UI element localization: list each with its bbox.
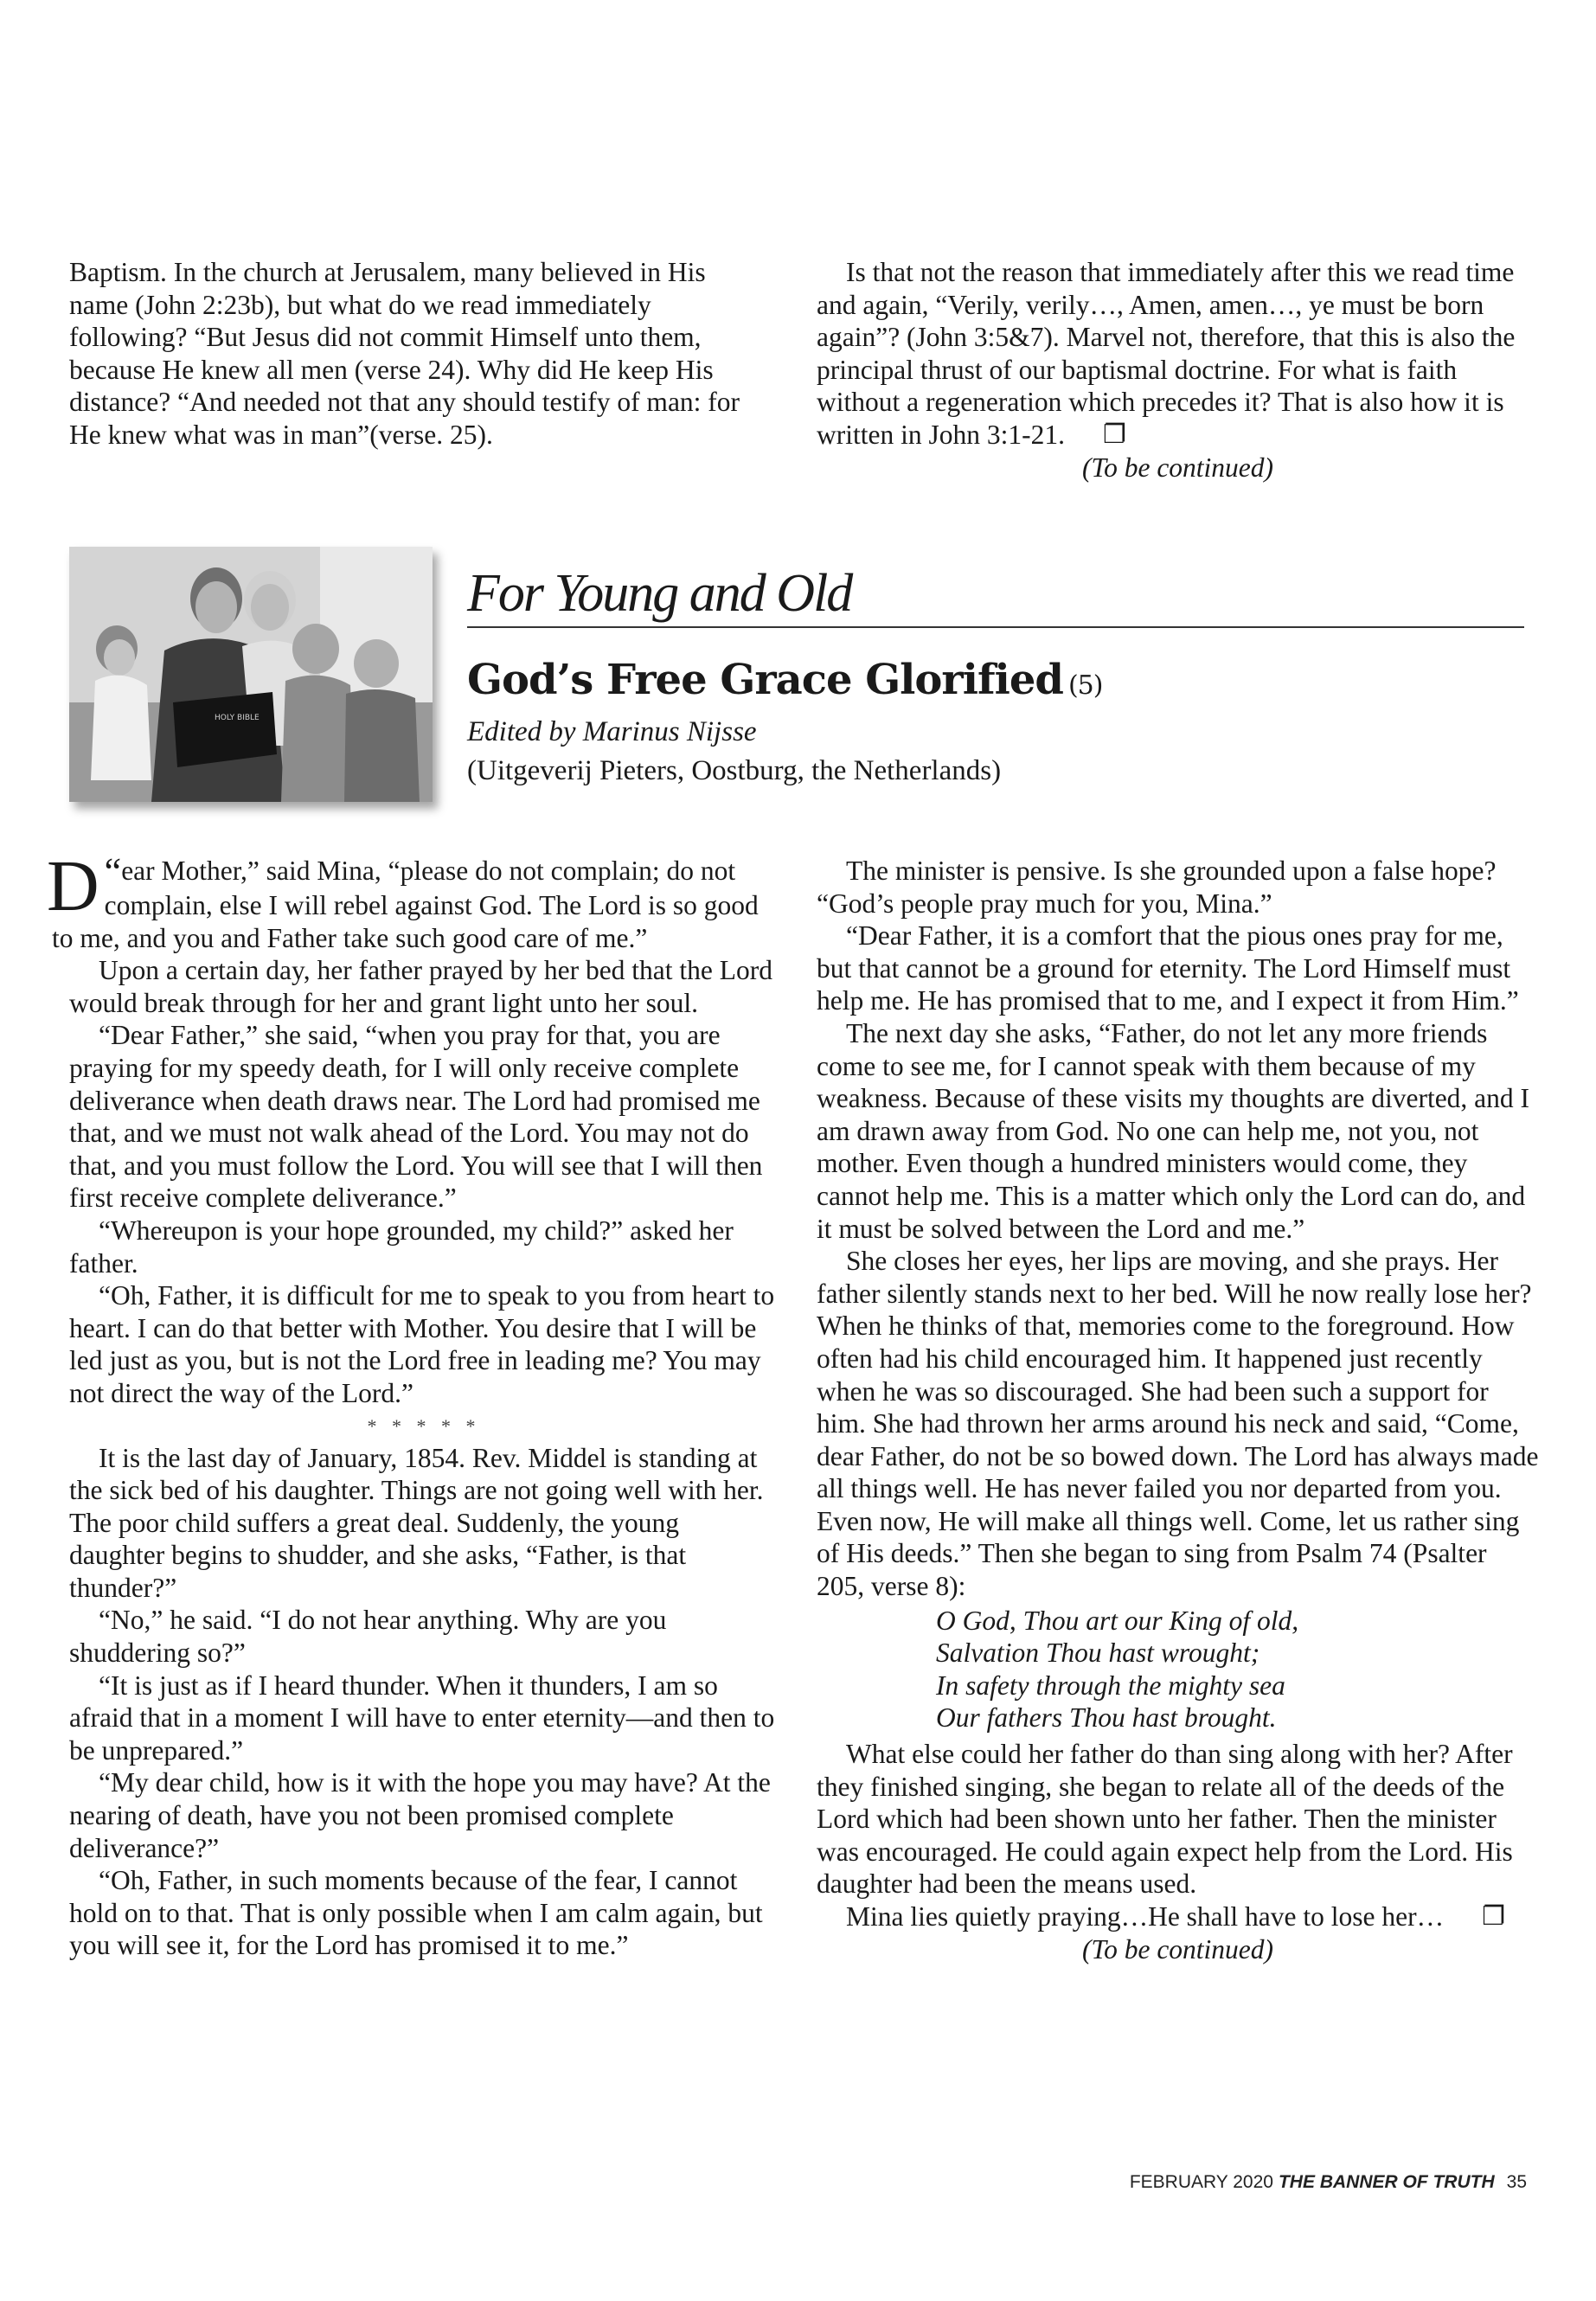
paragraph: “Whereupon is your hope grounded, my child?” asked her father. (69, 1215, 734, 1279)
article-editor: Edited by Marinus Nijsse (467, 716, 757, 747)
paragraph: The next day she asks, “Father, do not let any more friends come to see me, for I cannot speak with them because of my weakness. Because of these visits my thoughts are diverted, and I am drawn away from God. No one can help me, not you, not mother. Even though a hundred ministers would come, they cannot help me. This is a matter which only the Lord can do, and it must be solved between the Lord and me.” (817, 1017, 1530, 1244)
to-be-continued: (To be continued) (1081, 1933, 1274, 1965)
paragraph: It is the last day of January, 1854. Rev. Middel is standing at the sick bed of his daughter. Things are not going well with her. The poor child suffers a great deal. Suddenly, the young daughter begins to shudder, and she asks, “Father, is that thunder?” (69, 1442, 764, 1603)
bible-label: HOLY BIBLE (215, 714, 260, 722)
issue-date: FEBRUARY 2020 (1129, 2172, 1273, 2192)
open-quote: “ (104, 850, 122, 893)
paragraph: The minister is pensive. Is she grounded upon a false hope? “God’s people pray much for you, Mina.” (817, 856, 1497, 919)
paragraph: “It is just as if I heard thunder. When it thunders, I am so afraid that in a moment I will have to enter eternity—and then to be unprepared.” (69, 1670, 775, 1766)
page-footer (1125, 2172, 1527, 2193)
paragraph: “Dear Father,” she said, “when you pray for that, you are praying for my speedy death, for I will only receive complete deliverance when death draws near. The Lord had promised me that, and we must not walk ahead of the Lord. You may not do that, and you must follow the Lord. You will see that I will then first receive complete deliverance.” (69, 1020, 763, 1214)
psalm-verse (936, 1605, 1539, 1734)
page-number: 35 (1506, 2172, 1527, 2192)
article-number: (5) (1067, 670, 1103, 701)
paragraph: Baptism. In the church at Jerusalem, many believed in His name (John 2:23b), but what do we read immediately following? “But Jesus did not commit Himself unto them, because He knew all men (verse 24). Why did He keep His distance? “And needed not that any should testify of man: for He knew what was in man”(verse. 25). (69, 257, 740, 450)
paragraph: “Oh, Father, it is difficult for me to speak to you from heart to heart. I can do that better with Mother. You desire that I will be led just as you, but is not the Lord free in leading me? You may not direct the way of the Lord.” (69, 1280, 775, 1408)
end-mark-icon: ❐ (1482, 1902, 1505, 1931)
to-be-continued: (To be continued) (1081, 452, 1274, 483)
section-title: For Young and Old (467, 561, 1524, 628)
first-paragraph (47, 846, 779, 954)
article-title (467, 656, 1102, 704)
top-left-column (69, 256, 770, 452)
paragraph: “Dear Father, it is a comfort that the pious ones pray for me, but that cannot be a ground for eternity. The Lord Himself must help me. He has promised that to me, and I expect it from Him.” (817, 920, 1519, 1016)
poem-line: Salvation Thou hast wrought; (936, 1638, 1260, 1669)
body-left-column (47, 846, 779, 1962)
poem-line: O God, Thou art our King of old, (936, 1605, 1299, 1636)
article-publisher: (Uitgeverij Pieters, Oostburg, the Netherlands) (467, 755, 1002, 786)
drop-cap: D (47, 846, 99, 926)
paragraph: “Oh, Father, in such moments because of the fear, I cannot hold on to that. That is only possible when I am calm again, but you will see it, for the Lord has promised it to me.” (69, 1865, 763, 1961)
last-paragraph: Mina lies quietly praying…He shall have to lose her… ❐ (846, 1901, 1505, 1932)
poem-line: Our fathers Thou hast brought. (936, 1702, 1277, 1734)
family-photo (69, 547, 433, 802)
family-photo-image (69, 547, 433, 802)
article-title-text: God’s Free Grace Glorified (467, 656, 1063, 704)
body-right-column (817, 855, 1539, 1965)
paragraph: “No,” he said. “I do not hear anything. Why are you shuddering so?” (69, 1605, 667, 1669)
paragraph: “My dear child, how is it with the hope you may have? At the nearing of death, have you not been promised complete deliverance?” (69, 1767, 771, 1863)
poem-line: In safety through the mighty sea (936, 1670, 1285, 1701)
paragraph: What else could her father do than sing along with her? After they finished singing, she began to relate all of the deeds of the Lord which had been shown unto her father. Then the minister was encouraged. He could again expect help from the Lord. His daughter had been the means used. (817, 1739, 1513, 1900)
paragraph: She closes her eyes, her lips are moving, and she prays. Her father silently stands next to her bed. Will he now really lose her? When he thinks of that, memories come to the foreground. How often had his child encouraged him. It happened just recently when he was so discouraged. She had been such a support for him. She had thrown her arms around his neck and said, “Come, dear Father, do not be so bowed down. The Lord has always made all things well. He has never failed you nor departed from you. Even now, He will make all things well. Come, let us rather sing of His deeds.” Then she began to sing from Psalm 74 (Psalter 205, verse 8): (817, 1246, 1539, 1602)
end-mark-icon: ❐ (1102, 420, 1126, 449)
top-right-column (817, 256, 1539, 484)
magazine-name: THE BANNER OF TRUTH (1278, 2172, 1495, 2192)
paragraph: Is that not the reason that immediately after this we read time and again, “Verily, verily…, Amen, amen…, ye must be born again”? (John 3:5&7). Marvel not, therefore, that this is also the principal thrust of our baptismal doctrine. For what is faith without a regeneration which precedes it? That is also how it is written in John 3:1-21. ❐ (817, 257, 1516, 450)
section-separator: * * * * * (367, 1414, 481, 1437)
first-paragraph-text: ear Mother,” said Mina, “please do not complain; do not complain, else I will rebel against God. The Lord is so good to me, and you and Father take such good care of me.” (52, 856, 759, 953)
paragraph: Upon a certain day, her father prayed by her bed that the Lord would break through for her and grant light unto her soul. (69, 955, 772, 1018)
